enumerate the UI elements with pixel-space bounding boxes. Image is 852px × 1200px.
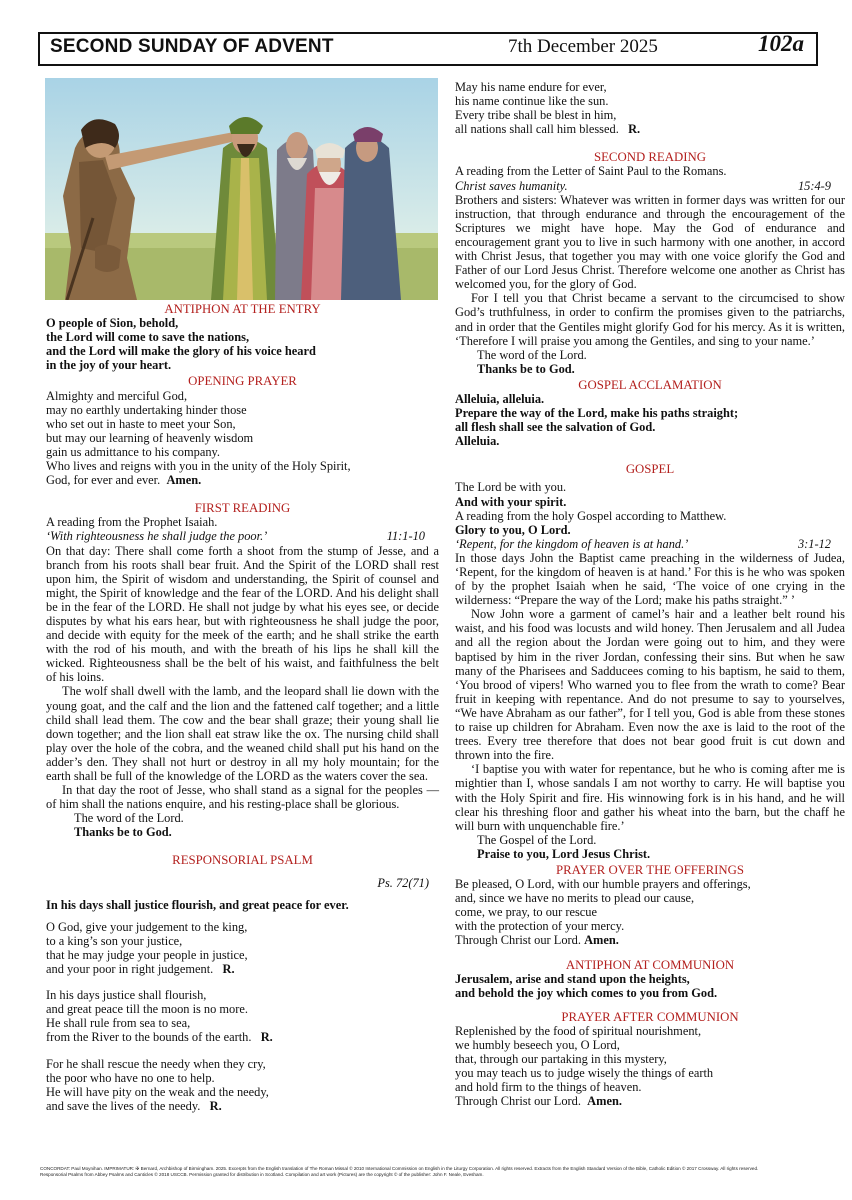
response-marker: R. — [222, 962, 235, 977]
response-marker: R. — [260, 1030, 273, 1045]
communion-antiphon-text — [455, 972, 845, 1000]
second-reading-citation: 15:4-9 — [797, 178, 831, 193]
psalm-line-text: from the River to the bounds of the earth. — [46, 1030, 252, 1045]
copyright-line: CONCORDAT: Paul Moynihan. IMPRIMATUR: ✠ Bernard, Archbishop of Birmingham. 2025. Excerpts from the English translation of The Roman Missal © 2010 International Commission on English in the Liturgy Corporation. All rights reserved. Extracts from the English Standard Version of the Bible, Catholic Edition © 2017 Crossway. All rights reserved. — [40, 1166, 759, 1171]
psalm-line — [46, 1030, 439, 1044]
prayer-line: and hold firm to the things of heaven. — [455, 1080, 642, 1095]
opening-prayer-text — [46, 389, 439, 488]
second-reading-theme-row — [455, 179, 845, 193]
antiphon-line: the Lord will come to save the nations, — [46, 330, 250, 345]
psalm-reference: Ps. 72(71) — [377, 875, 429, 890]
gospel-acclamation-heading: GOSPEL ACCLAMATION — [578, 377, 722, 392]
acclamation-line: Prepare the way of the Lord, make his paths straight; — [455, 406, 739, 421]
second-reading-intro: A reading from the Letter of Saint Paul to the Romans. — [455, 164, 727, 179]
first-reading-closing: The word of the Lord. — [74, 811, 184, 826]
first-reading-paragraph: The wolf shall dwell with the lamb, and the leopard shall lie down with the young goat, and the calf and the lion and the fattened calf together; and a little child shall lead them. The cow and the bear shall graze; their young shall lie down together; and the lion shall eat straw like the ox. The nursing child shall play over the hole of the cobra, and the weaned child shall put his hand on the adder’s den. They shall not hurt or destroy in all my holy mountain; for the earth shall be full of the knowledge of the LORD as the waters cover the sea. — [46, 684, 439, 783]
prayer-after-communion-text — [455, 1024, 845, 1109]
prayer-offerings-heading: PRAYER OVER THE OFFERINGS — [555, 862, 745, 877]
acclamation-line: Alleluia, alleluia. — [455, 391, 545, 406]
amen: Amen. — [584, 933, 619, 948]
prayer-line: gain us admittance to his company. — [46, 444, 221, 459]
prayer-line: Be pleased, O Lord, with our humble prayers and offerings, — [455, 877, 751, 892]
second-reading-paragraph: For I tell you that Christ became a servant to the circumcised to show God’s truthfulness, in order to confirm the promises given to the patriarchs, and in order that the Gentiles might glorify God for his mercy. As it is written, ‘Therefore I will praise you among the Gentiles, and sing to your name.’ — [455, 291, 845, 348]
prayer-ending: God, for ever and ever. — [46, 473, 161, 488]
prayer-offerings-text — [455, 877, 845, 947]
copyright-footer — [40, 1166, 820, 1178]
psalm-line: his name continue like the sun. — [455, 94, 609, 109]
gospel-heading: GOSPEL — [625, 462, 675, 477]
gospel-intro-response: Glory to you, O Lord. — [455, 522, 571, 537]
communion-antiphon-heading: ANTIPHON AT COMMUNION — [565, 957, 735, 972]
entrance-antiphon-text — [46, 316, 439, 372]
response-marker: R. — [628, 122, 641, 137]
psalm-response: In his days shall justice flourish, and great peace for ever. — [46, 897, 349, 912]
prayer-line — [455, 1094, 845, 1108]
prayer-line — [46, 473, 439, 487]
amen: Amen. — [166, 473, 202, 488]
gospel-greeting: The Lord be with you. — [455, 480, 567, 495]
first-reading-theme: ‘With righteousness he shall judge the poor.’ — [46, 529, 268, 544]
antiphon-line: and the Lord will make the glory of his voice heard — [46, 344, 316, 359]
entrance-antiphon-heading: ANTIPHON AT THE ENTRY — [164, 302, 321, 316]
second-reading-response: Thanks be to God. — [477, 361, 575, 376]
psalm-line: In his days justice shall flourish, — [46, 988, 207, 1003]
antiphon-line: and behold the joy which comes to you from God. — [455, 985, 718, 1000]
psalm-stanza — [46, 988, 439, 1044]
prayer-line: may no earthly undertaking hinder those — [46, 402, 247, 417]
first-reading-response: Thanks be to God. — [74, 825, 172, 840]
gospel-intro: A reading from the holy Gospel according to Matthew. — [455, 508, 727, 523]
gospel-greeting-response: And with your spirit. — [455, 494, 567, 509]
gospel-closing: The Gospel of the Lord. — [477, 832, 597, 847]
psalm-heading: RESPONSORIAL PSALM — [172, 853, 313, 868]
left-column — [46, 78, 439, 1113]
psalm-line — [46, 1099, 439, 1113]
prayer-ending: Through Christ our Lord. — [455, 933, 581, 948]
psalm-line: He shall rule from sea to sea, — [46, 1016, 191, 1031]
prayer-line: and, since we have no merits to plead our cause, — [455, 891, 695, 906]
psalm-line: Every tribe shall be blest in him, — [455, 108, 617, 123]
psalm-line: O God, give your judgement to the king, — [46, 919, 248, 934]
gospel-acclamation-text — [455, 392, 845, 448]
psalm-line: For he shall rescue the needy when they cry, — [46, 1056, 266, 1071]
prayer-line: Who lives and reigns with you in the unity of the Holy Spirit, — [46, 459, 351, 474]
page-title: SECOND SUNDAY OF ADVENT — [50, 36, 334, 57]
prayer-line: we humbly beseech you, O Lord, — [455, 1038, 620, 1052]
first-reading-intro: A reading from the Prophet Isaiah. — [46, 515, 218, 530]
opening-prayer-heading: OPENING PRAYER — [188, 374, 297, 389]
antiphon-line: in the joy of your heart. — [46, 358, 172, 373]
psalm-stanza — [46, 920, 439, 976]
second-reading-paragraph: Brothers and sisters: Whatever was written in former days was written for our instruction, that through endurance and through the encouragement of the Scriptures we might have hope. May the God of endurance and encouragement grant you to live in such harmony with one another, in accord with Christ Jesus, that together you may with one voice glorify the God and Father of our Lord Jesus Christ. Therefore welcome one another as Christ has welcomed you, for the glory of God. — [455, 192, 845, 292]
psalm-line: and great peace till the moon is no more. — [46, 1002, 248, 1017]
psalm-line-text: and your poor in right judgement. — [46, 962, 214, 977]
psalm-line-text: and save the lives of the needy. — [46, 1098, 201, 1113]
psalm-line: May his name endure for ever, — [455, 80, 607, 94]
prayer-line: but may our learning of heavenly wisdom — [46, 430, 254, 445]
psalm-line — [46, 962, 439, 976]
acclamation-line: Alleluia. — [455, 434, 500, 449]
antiphon-line: O people of Sion, behold, — [46, 316, 179, 331]
gospel-response: Praise to you, Lord Jesus Christ. — [477, 846, 651, 861]
page-number: 102a — [758, 31, 804, 56]
second-reading-heading: SECOND READING — [594, 150, 706, 165]
page-date: 7th December 2025 — [508, 36, 658, 57]
first-reading-paragraph: In that day the root of Jesse, who shall stand as a signal for the peoples — of him shall the nations enquire, and his resting-place shall be glorious. — [46, 783, 439, 812]
copyright-line: Responsorial Psalms from Abbey Psalms and Canticles © 2018 USCCB. Permission granted for distribution in Scotland. Compilation and art work (Pictures) are the copyright © of the publisher: John F. Neale, Evesham. — [40, 1172, 484, 1177]
response-marker: R. — [209, 1098, 222, 1113]
second-reading-theme: Christ saves humanity. — [455, 178, 568, 193]
prayer-line: with the protection of your mercy. — [455, 919, 625, 934]
acclamation-line: all flesh shall see the salvation of God. — [455, 420, 656, 435]
gospel-paragraph: ‘I baptise you with water for repentance, but he who is coming after me is mightier than I, whose sandals I am not worthy to carry. He will baptise you with the Holy Spirit and fire. His winnowing fork is in his hand, and he will clear his threshing floor and gather his wheat into the barn, but the chaff he will burn with unquenchable fire.’ — [455, 762, 845, 833]
prayer-ending: Through Christ our Lord. — [455, 1094, 581, 1109]
psalm-line — [455, 122, 845, 136]
right-column — [455, 80, 845, 1108]
prayer-line: Almighty and merciful God, — [46, 388, 188, 403]
psalm-line: to a king’s son your justice, — [46, 933, 183, 948]
psalm-line: He will have pity on the weak and the needy, — [46, 1084, 269, 1099]
psalm-stanza — [46, 1057, 439, 1113]
first-reading-theme-row — [46, 529, 439, 543]
prayer-line: come, we pray, to our rescue — [455, 905, 597, 920]
prayer-line: you may teach us to judge wisely the things of earth — [455, 1066, 714, 1081]
gospel-citation: 3:1-12 — [797, 536, 831, 551]
psalm-line-text: all nations shall call him blessed. — [455, 122, 619, 137]
gospel-paragraph: In those days John the Baptist came preaching in the wilderness of Judea, ‘Repent, for the kingdom of heaven is at hand.’ For this is he who was spoken of by the prophet Isaiah when he said, ‘The voice of one crying in the wilderness: “Prepare the way of the Lord; make his paths straight.” ’ — [455, 550, 845, 608]
psalm-line: that he may judge your people in justice, — [46, 947, 248, 962]
antiphon-line: Jerusalem, arise and stand upon the heights, — [455, 971, 690, 986]
first-reading-paragraph: On that day: There shall come forth a shoot from the stump of Jesse, and a branch from his roots shall bear fruit. And the Spirit of the LORD shall rest upon him, the Spirit of wisdom and understanding, the Spirit of counsel and might, the Spirit of knowledge and the fear of the LORD. And his delight shall be in the fear of the LORD. He shall not judge by what his eyes see, or decide disputes by what his ears hear, but with righteousness he shall judge the poor, and decide with equity for the meek of the earth; and he shall strike the earth with the rod of his mouth, and with the breath of his lips he shall kill the wicked. Righteousness shall be the belt of his waist, and faithfulness the belt of his loins. — [46, 543, 439, 685]
john-the-baptist-illustration — [45, 78, 438, 300]
prayer-line: that, through our partaking in this mystery, — [455, 1052, 667, 1067]
gospel-paragraph: Now John wore a garment of camel’s hair and a leather belt round his waist, and his food was locusts and wild honey. Then Jerusalem and all Judea and all the region about the Jordan were going out to him, and they were baptised by him in the river Jordan, confessing their sins. But when he saw many of the Pharisees and Sadducees coming to his baptism, he said to them, ‘You brood of vipers! Who warned you to flee from the wrath to come? Bear fruit in keeping with repentance. And do not presume to say to yourselves, “We have Abraham as our father”, for I tell you, God is able from these stones to raise up children for Abraham. Even now the axe is laid to the root of the trees. Every tree therefore that does not bear good fruit is cut down and thrown into the fire. — [455, 607, 845, 763]
gospel-theme: ‘Repent, for the kingdom of heaven is at hand.’ — [455, 536, 689, 551]
first-reading-citation: 11:1-10 — [386, 529, 425, 544]
second-reading-closing: The word of the Lord. — [477, 347, 587, 362]
page-header — [38, 32, 818, 66]
gospel-theme-row — [455, 537, 845, 551]
amen: Amen. — [587, 1094, 622, 1109]
psalm-stanza — [455, 80, 845, 136]
first-reading-heading: FIRST READING — [194, 501, 291, 516]
psalm-line: the poor who have no one to help. — [46, 1070, 215, 1085]
prayer-after-communion-heading: PRAYER AFTER COMMUNION — [561, 1009, 739, 1024]
prayer-line: who set out in haste to meet your Son, — [46, 416, 236, 431]
prayer-line — [455, 933, 845, 947]
prayer-line: Replenished by the food of spiritual nourishment, — [455, 1023, 702, 1038]
